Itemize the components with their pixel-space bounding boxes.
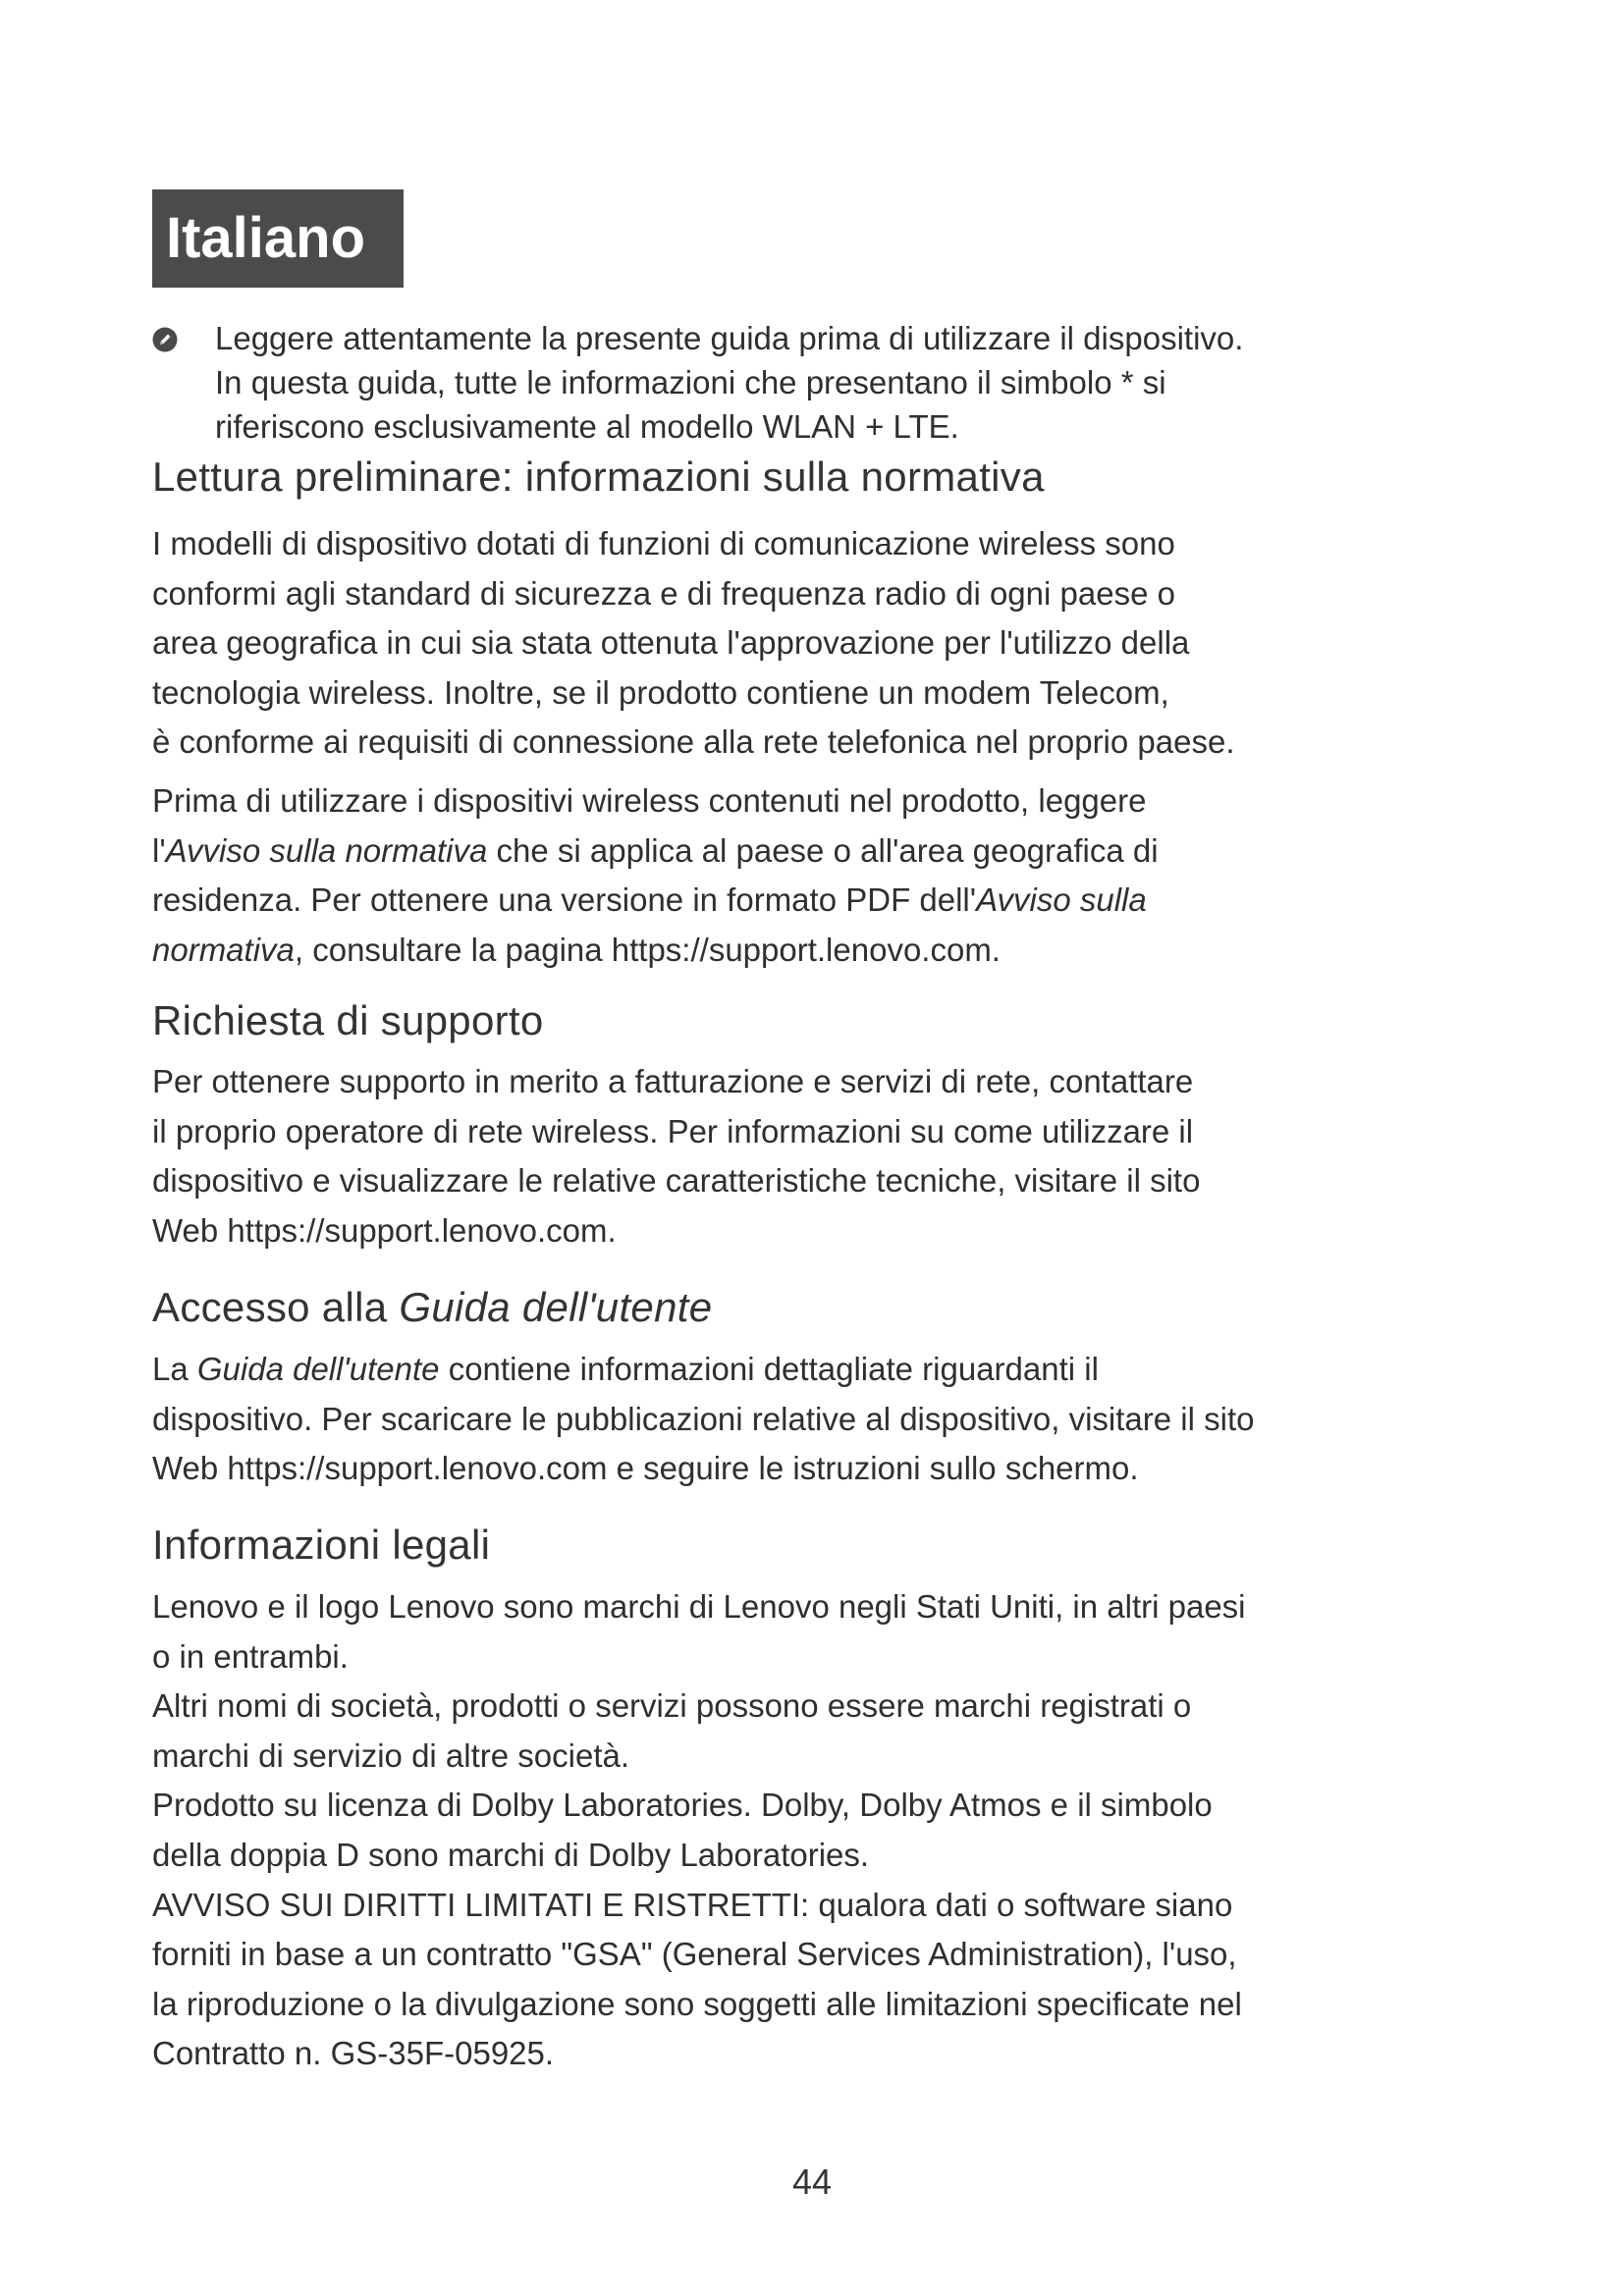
- paragraph-line: area geografica in cui sia stata ottenuta l'approvazione per l'utilizzo della: [152, 624, 1190, 662]
- paragraph-line: l'Avviso sulla normativa che si applica al paese o all'area geografica di: [152, 831, 1159, 869]
- paragraph-line: tecnologia wireless. Inoltre, se il prodotto contiene un modem Telecom,: [152, 673, 1169, 711]
- paragraph-line: normativa, consultare la pagina https://support.lenovo.com.: [152, 931, 1001, 968]
- paragraph-line: conformi agli standard di sicurezza e di frequenza radio di ogni paese o: [152, 574, 1175, 612]
- note-line: In questa guida, tutte le informazioni che presentano il simbolo * si: [215, 364, 1166, 400]
- regulatory-notice-title: Avviso sulla: [976, 881, 1147, 919]
- legal-paragraph: [152, 1582, 1488, 2079]
- paragraph-line: dispositivo e visualizzare le relative caratteristiche tecniche, visitare il sito: [152, 1162, 1201, 1200]
- paragraph-line: AVVISO SUI DIRITTI LIMITATI E RISTRETTI: qualora dati o software siano: [152, 1886, 1233, 1923]
- intro-note: [215, 316, 1491, 449]
- paragraph-line: la riproduzione o la divulgazione sono soggetti alle limitazioni specificate nel: [152, 1985, 1242, 2022]
- paragraph-line: I modelli di dispositivo dotati di funzioni di comunicazione wireless sono: [152, 525, 1175, 561]
- paragraph-line: Prima di utilizzare i dispositivi wireless contenuti nel prodotto, leggere: [152, 782, 1147, 819]
- regulatory-notice-title: normativa: [152, 931, 295, 968]
- regulatory-notice-title: Avviso sulla normativa: [165, 831, 488, 869]
- page-number: 44: [791, 2162, 833, 2202]
- user-guide-paragraph: [152, 1345, 1488, 1494]
- language-badge: Italiano: [152, 189, 404, 288]
- support-paragraph: [152, 1057, 1488, 1255]
- paragraph-line: o in entrambi.: [152, 1637, 349, 1675]
- regulatory-paragraph-1: [152, 519, 1488, 768]
- user-guide-title: Guida dell'utente: [196, 1351, 440, 1387]
- paragraph-line: Web https://support.lenovo.com.: [152, 1211, 617, 1249]
- paragraph-line: Lenovo e il logo Lenovo sono marchi di Lenovo negli Stati Uniti, in altri paesi: [152, 1588, 1246, 1625]
- paragraph-line: Contratto n. GS-35F-05925.: [152, 2035, 555, 2072]
- paragraph-line: il proprio operatore di rete wireless. Per informazioni su come utilizzare il: [152, 1112, 1194, 1149]
- note-line: riferiscono esclusivamente al modello WLAN + LTE.: [215, 408, 959, 445]
- paragraph-line: forniti in base a un contratto "GSA" (General Services Administration), l'uso,: [152, 1936, 1237, 1973]
- section-title-user-guide: Accesso alla Guida dell'utente: [152, 1284, 713, 1330]
- paragraph-line: Prodotto su licenza di Dolby Laboratories. Dolby, Dolby Atmos e il simbolo: [152, 1787, 1213, 1824]
- section-title-support: Richiesta di supporto: [152, 997, 544, 1043]
- paragraph-line: Altri nomi di società, prodotti o servizi possono essere marchi registrati o: [152, 1687, 1192, 1725]
- paragraph-line: Per ottenere supporto in merito a fatturazione e servizi di rete, contattare: [152, 1063, 1194, 1099]
- paragraph-line: Web https://support.lenovo.com e seguire le istruzioni sullo schermo.: [152, 1450, 1139, 1487]
- paragraph-line: marchi di servizio di altre società.: [152, 1736, 630, 1774]
- pencil-note-icon: [152, 327, 178, 352]
- paragraph-line: dispositivo. Per scaricare le pubblicazioni relative al dispositivo, visitare il sito: [152, 1400, 1255, 1437]
- paragraph-line: è conforme ai requisiti di connessione alla rete telefonica nel proprio paese.: [152, 723, 1235, 761]
- paragraph-line: residenza. Per ottenere una versione in formato PDF dell'Avviso sulla: [152, 881, 1147, 919]
- paragraph-line: La Guida dell'utente contiene informazioni dettagliate riguardanti il: [152, 1351, 1099, 1387]
- section-title-regulatory: Lettura preliminare: informazioni sulla normativa: [152, 454, 1045, 500]
- regulatory-paragraph-2: [152, 776, 1488, 975]
- note-line: Leggere attentamente la presente guida prima di utilizzare il dispositivo.: [215, 320, 1244, 356]
- section-title-legal: Informazioni legali: [152, 1522, 491, 1568]
- paragraph-line: della doppia D sono marchi di Dolby Laboratories.: [152, 1836, 870, 1873]
